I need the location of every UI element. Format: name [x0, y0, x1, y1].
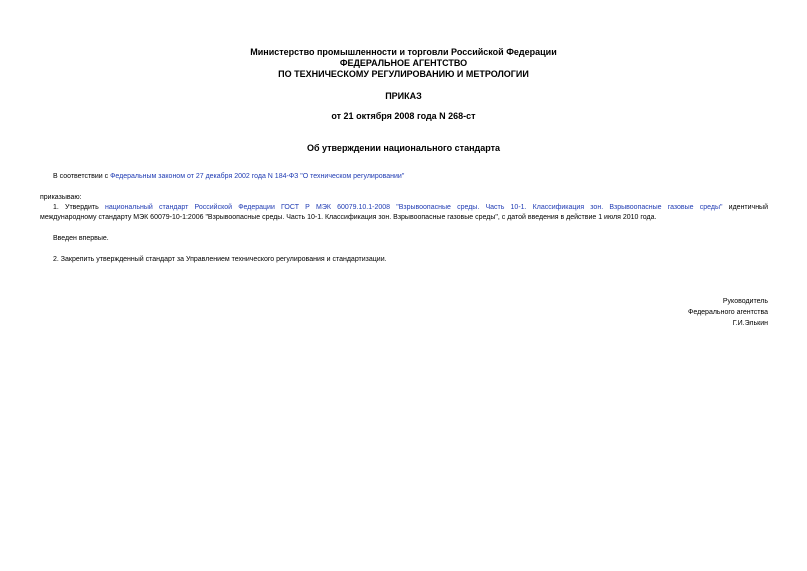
order-title: ПРИКАЗ: [385, 91, 422, 101]
signer-position-line1: Руководитель: [722, 298, 768, 305]
document-header: [0, 47, 807, 80]
basis-prefix: В соответствии с: [53, 173, 111, 180]
item1-line2: международному стандарту МЭК 60079-10-1:2006 "Взрывоопасные среды. Часть 10-1. Классификация зон. Взрывоопасные газовые среды", с датой введения в действие 1 июля 2010 года.: [40, 214, 657, 221]
order-date: от 21 октября 2008 года N 268-ст: [331, 111, 476, 121]
federal-law-link[interactable]: Федеральным законом от 27 декабря 2002 года N 184-ФЗ "О техническом регулировании": [110, 173, 405, 180]
signer-name: Г.И.Элькин: [732, 320, 768, 327]
orders-word: приказываю:: [40, 194, 82, 201]
signature-block: [688, 296, 768, 329]
item2-paragraph: 2. Закрепить утвержденный стандарт за Управлением технического регулирования и стандартизации.: [53, 256, 387, 263]
item1-paragraph: [40, 203, 768, 223]
item1-suffix: идентичный: [722, 204, 769, 211]
order-subject: Об утверждении национального стандарта: [306, 143, 501, 153]
item1-prefix: 1. Утвердить: [53, 204, 105, 211]
agency-name-line1: ФЕДЕРАЛЬНОЕ АГЕНТСТВО: [339, 58, 468, 68]
signer-position-line2: Федерального агентства: [688, 309, 768, 316]
agency-name-line2: ПО ТЕХНИЧЕСКОМУ РЕГУЛИРОВАНИЮ И МЕТРОЛОГИИ: [278, 69, 529, 79]
item1-line1: [40, 203, 768, 213]
ministry-name: Министерство промышленности и торговли Российской Федерации: [250, 47, 557, 57]
basis-paragraph: [53, 172, 404, 182]
introduced-note: Введен впервые.: [53, 235, 109, 242]
national-standard-link[interactable]: национальный стандарт Российской Федерации ГОСТ Р МЭК 60079.10.1-2008 "Взрывоопасные среды. Часть 10-1. Классификация зон. Взрывоопасные газовые среды": [104, 204, 723, 211]
